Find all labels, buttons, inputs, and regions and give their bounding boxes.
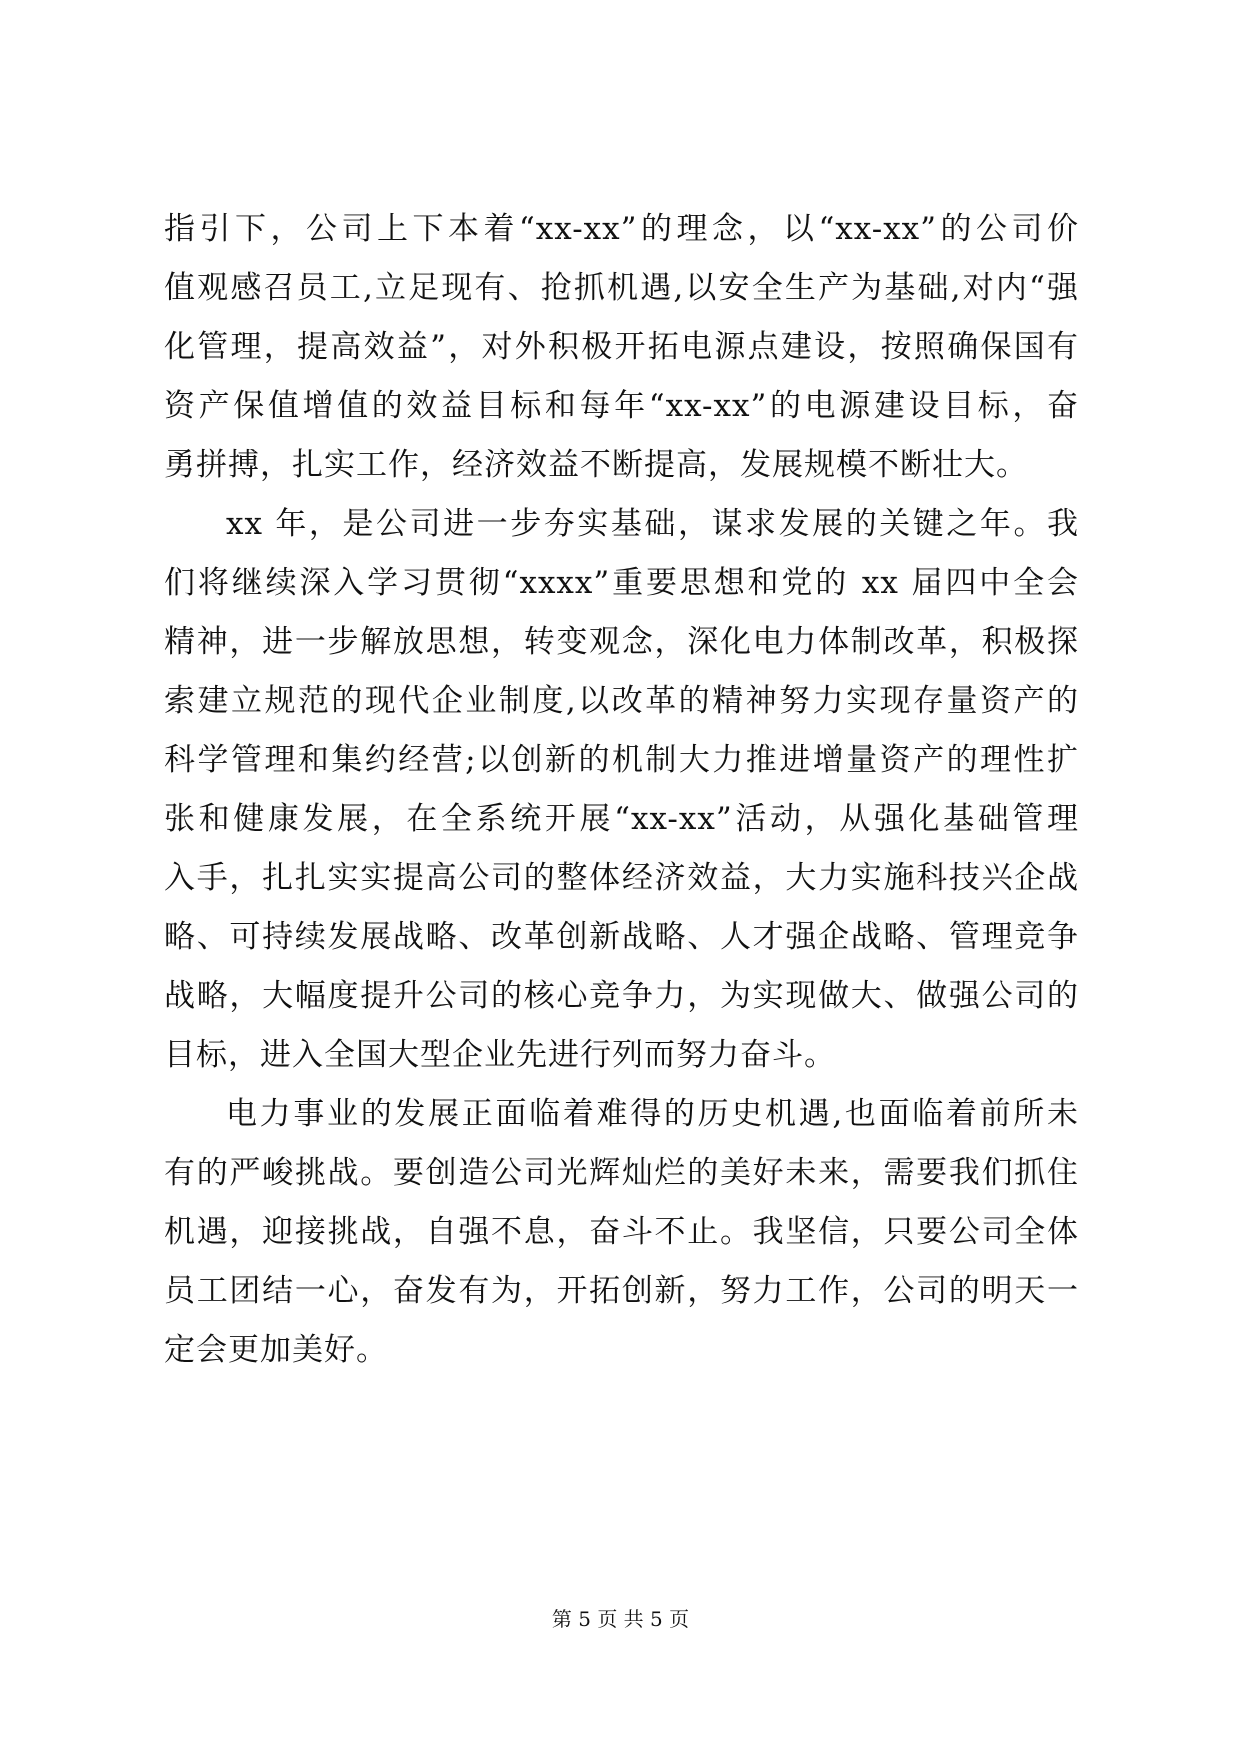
text-line: 有的严峻挑战。要创造公司光辉灿烂的美好未来，需要我们抓住: [164, 1155, 1079, 1191]
text-line: 索建立规范的现代企业制度,以改革的精神努力实现存量资产的: [164, 683, 1079, 719]
text-line: 值观感召员工,立足现有、抢抓机遇,以安全生产为基础,对内“强: [164, 270, 1079, 306]
paragraph-first-line: xx 年，是公司进一步夯实基础，谋求发展的关键之年。我: [226, 506, 1079, 542]
text-line: 们将继续深入学习贯彻“xxxx”重要思想和党的 xx 届四中全会: [164, 565, 1079, 601]
text-line: 精神，进一步解放思想，转变观念，深化电力体制改革，积极探: [164, 624, 1079, 660]
text-line: 资产保值增值的效益目标和每年“xx-xx”的电源建设目标，奋: [164, 388, 1079, 424]
paragraph-first-line: 电力事业的发展正面临着难得的历史机遇,也面临着前所未: [226, 1096, 1079, 1132]
text-line: 勇拼搏，扎实工作，经济效益不断提高，发展规模不断壮大。: [164, 447, 1028, 483]
text-line: 指引下，公司上下本着“xx-xx”的理念，以“xx-xx”的公司价: [164, 211, 1079, 247]
text-line: 略、可持续发展战略、改革创新战略、人才强企战略、管理竞争: [164, 919, 1079, 955]
text-line: 张和健康发展，在全系统开展“xx-xx”活动，从强化基础管理: [164, 801, 1079, 837]
text-line: 员工团结一心，奋发有为，开拓创新，努力工作，公司的明天一: [164, 1273, 1079, 1309]
text-line: 定会更加美好。: [164, 1332, 388, 1368]
text-line: 战略，大幅度提升公司的核心竞争力，为实现做大、做强公司的: [164, 978, 1079, 1014]
text-line: 科学管理和集约经营;以创新的机制大力推进增量资产的理性扩: [164, 742, 1079, 778]
text-line: 目标，进入全国大型企业先进行列而努力奋斗。: [164, 1037, 836, 1073]
text-line: 机遇，迎接挑战，自强不息，奋斗不止。我坚信，只要公司全体: [164, 1214, 1079, 1250]
text-line: 化管理，提高效益”，对外积极开拓电源点建设，按照确保国有: [164, 329, 1079, 365]
page-number-footer: 第 5 页 共 5 页: [551, 1607, 690, 1631]
text-line: 入手，扎扎实实提高公司的整体经济效益，大力实施科技兴企战: [164, 860, 1079, 896]
